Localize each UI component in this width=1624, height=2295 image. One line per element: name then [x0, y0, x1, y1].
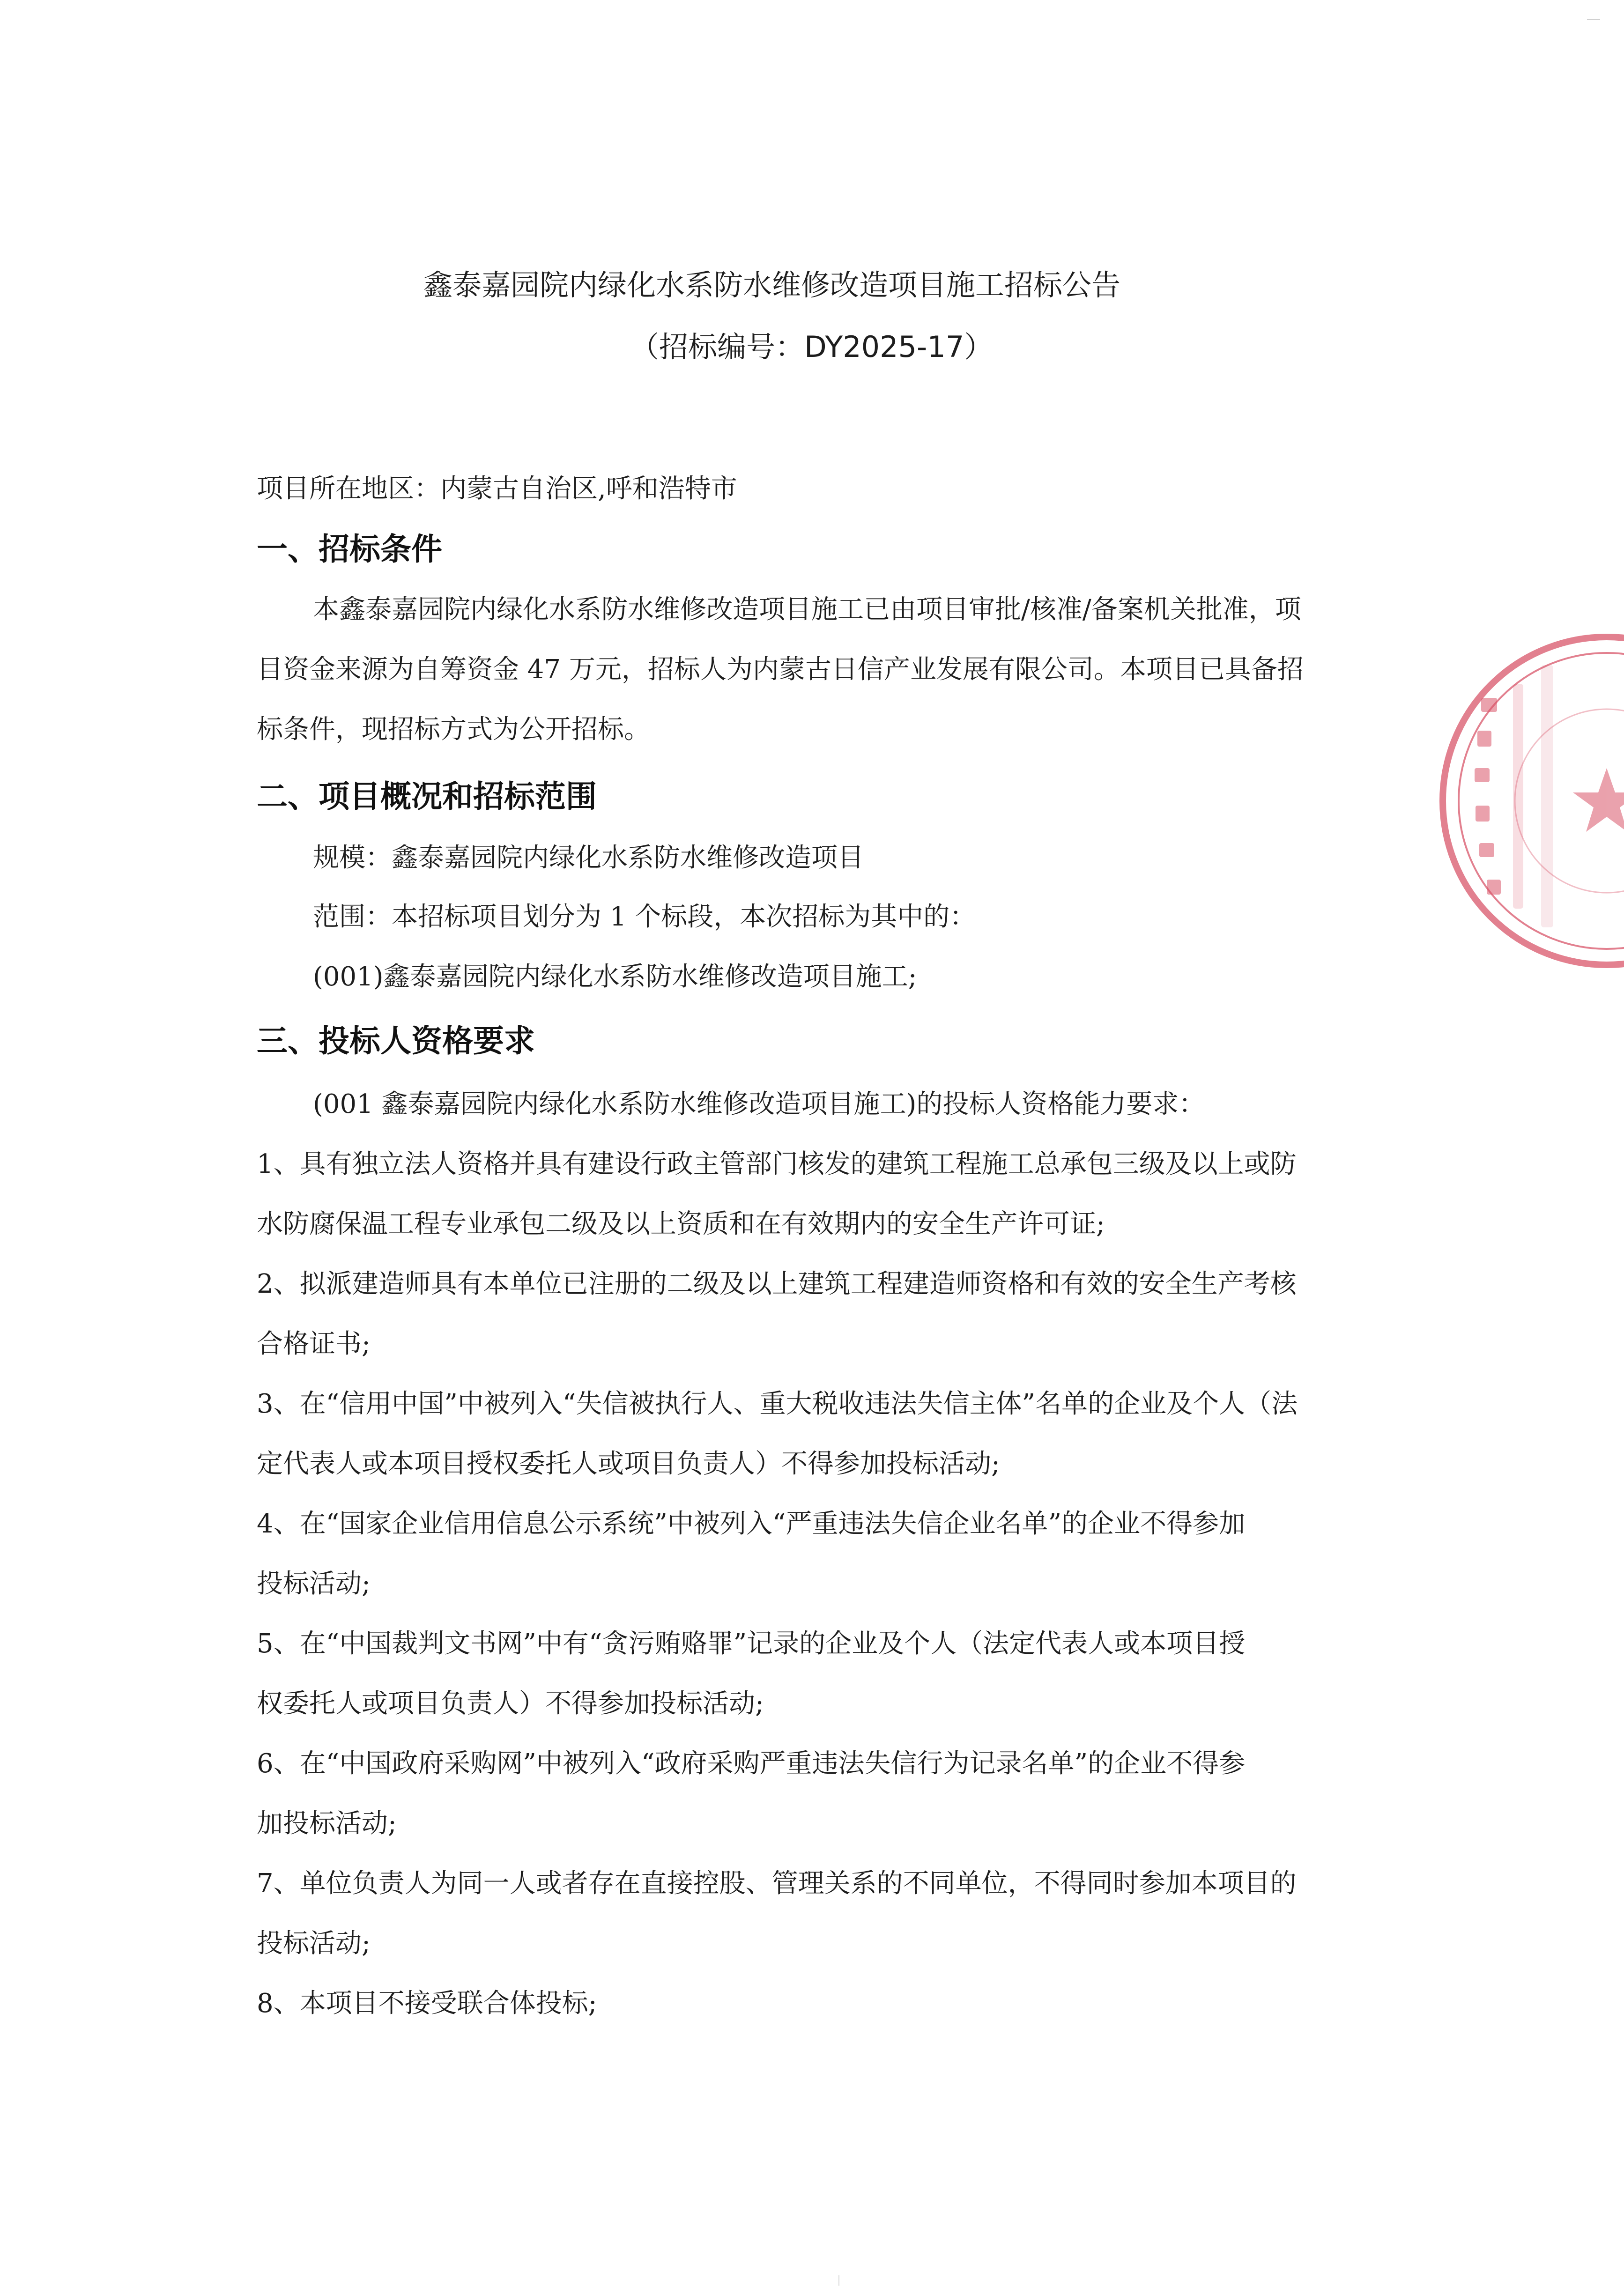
requirement-line: 6、在“中国政府采购网”中被列入“政府采购严重违法失信行为记录名单”的企业不得参 — [257, 1748, 1246, 1779]
document-title: 鑫泰嘉园院内绿化水系防水维修改造项目施工招标公告 — [423, 268, 1121, 302]
official-seal — [1438, 590, 1624, 1012]
scan-mark — [1587, 19, 1600, 20]
paragraph-line: 目资金来源为自筹资金 47 万元，招标人为内蒙古日信产业发展有限公司。本项目已具备招 — [257, 654, 1304, 685]
paragraph-line: 标条件，现招标方式为公开招标。 — [257, 714, 650, 745]
requirement-line: 投标活动; — [257, 1928, 371, 1959]
requirement-line: 水防腐保温工程专业承包二级及以上资质和在有效期内的安全生产许可证; — [257, 1209, 1105, 1239]
requirement-line: 2、拟派建造师具有本单位已注册的二级及以上建筑工程建造师资格和有效的安全生产考核 — [257, 1269, 1297, 1299]
bid-number: （招标编号：DY2025-17） — [630, 330, 994, 364]
section-heading-bidder-qualification: 三、投标人资格要求 — [257, 1023, 535, 1059]
requirement-line: 3、在“信用中国”中被列入“失信被执行人、重大税收违法失信主体”名单的企业及个人（法 — [257, 1389, 1298, 1419]
paragraph-line: (001 鑫泰嘉园院内绿化水系防水维修改造项目施工)的投标人资格能力要求： — [313, 1089, 1205, 1119]
requirement-line: 加投标活动; — [257, 1808, 397, 1839]
section-heading-bid-conditions: 一、招标条件 — [257, 531, 442, 567]
scan-mark — [838, 2275, 839, 2286]
requirement-line: 8、本项目不接受联合体投标; — [257, 1988, 597, 2019]
project-location: 项目所在地区：内蒙古自治区,呼和浩特市 — [257, 474, 737, 504]
section-heading-project-overview: 二、项目概况和招标范围 — [257, 778, 597, 814]
paragraph-line: 范围：本招标项目划分为 1 个标段，本次招标为其中的： — [313, 902, 976, 932]
paragraph-line: (001)鑫泰嘉园院内绿化水系防水维修改造项目施工; — [313, 962, 917, 992]
requirement-line: 5、在“中国裁判文书网”中有“贪污贿赂罪”记录的企业及个人（法定代表人或本项目授 — [257, 1629, 1246, 1659]
requirement-line: 权委托人或项目负责人）不得参加投标活动; — [257, 1688, 764, 1719]
requirement-line: 合格证书; — [257, 1329, 371, 1359]
requirement-line: 4、在“国家企业信用信息公示系统”中被列入“严重违法失信企业名单”的企业不得参加 — [257, 1509, 1246, 1539]
requirement-line: 7、单位负责人为同一人或者存在直接控股、管理关系的不同单位，不得同时参加本项目的 — [257, 1868, 1297, 1899]
requirement-line: 1、具有独立法人资格并具有建设行政主管部门核发的建筑工程施工总承包三级及以上或防 — [257, 1149, 1297, 1179]
requirement-line: 定代表人或本项目授权委托人或项目负责人）不得参加投标活动; — [257, 1449, 1000, 1479]
requirement-line: 投标活动; — [257, 1569, 371, 1599]
paragraph-line: 本鑫泰嘉园院内绿化水系防水维修改造项目施工已由项目审批/核准/备案机关批准，项 — [313, 594, 1301, 625]
paragraph-line: 规模：鑫泰嘉园院内绿化水系防水维修改造项目 — [313, 843, 864, 873]
